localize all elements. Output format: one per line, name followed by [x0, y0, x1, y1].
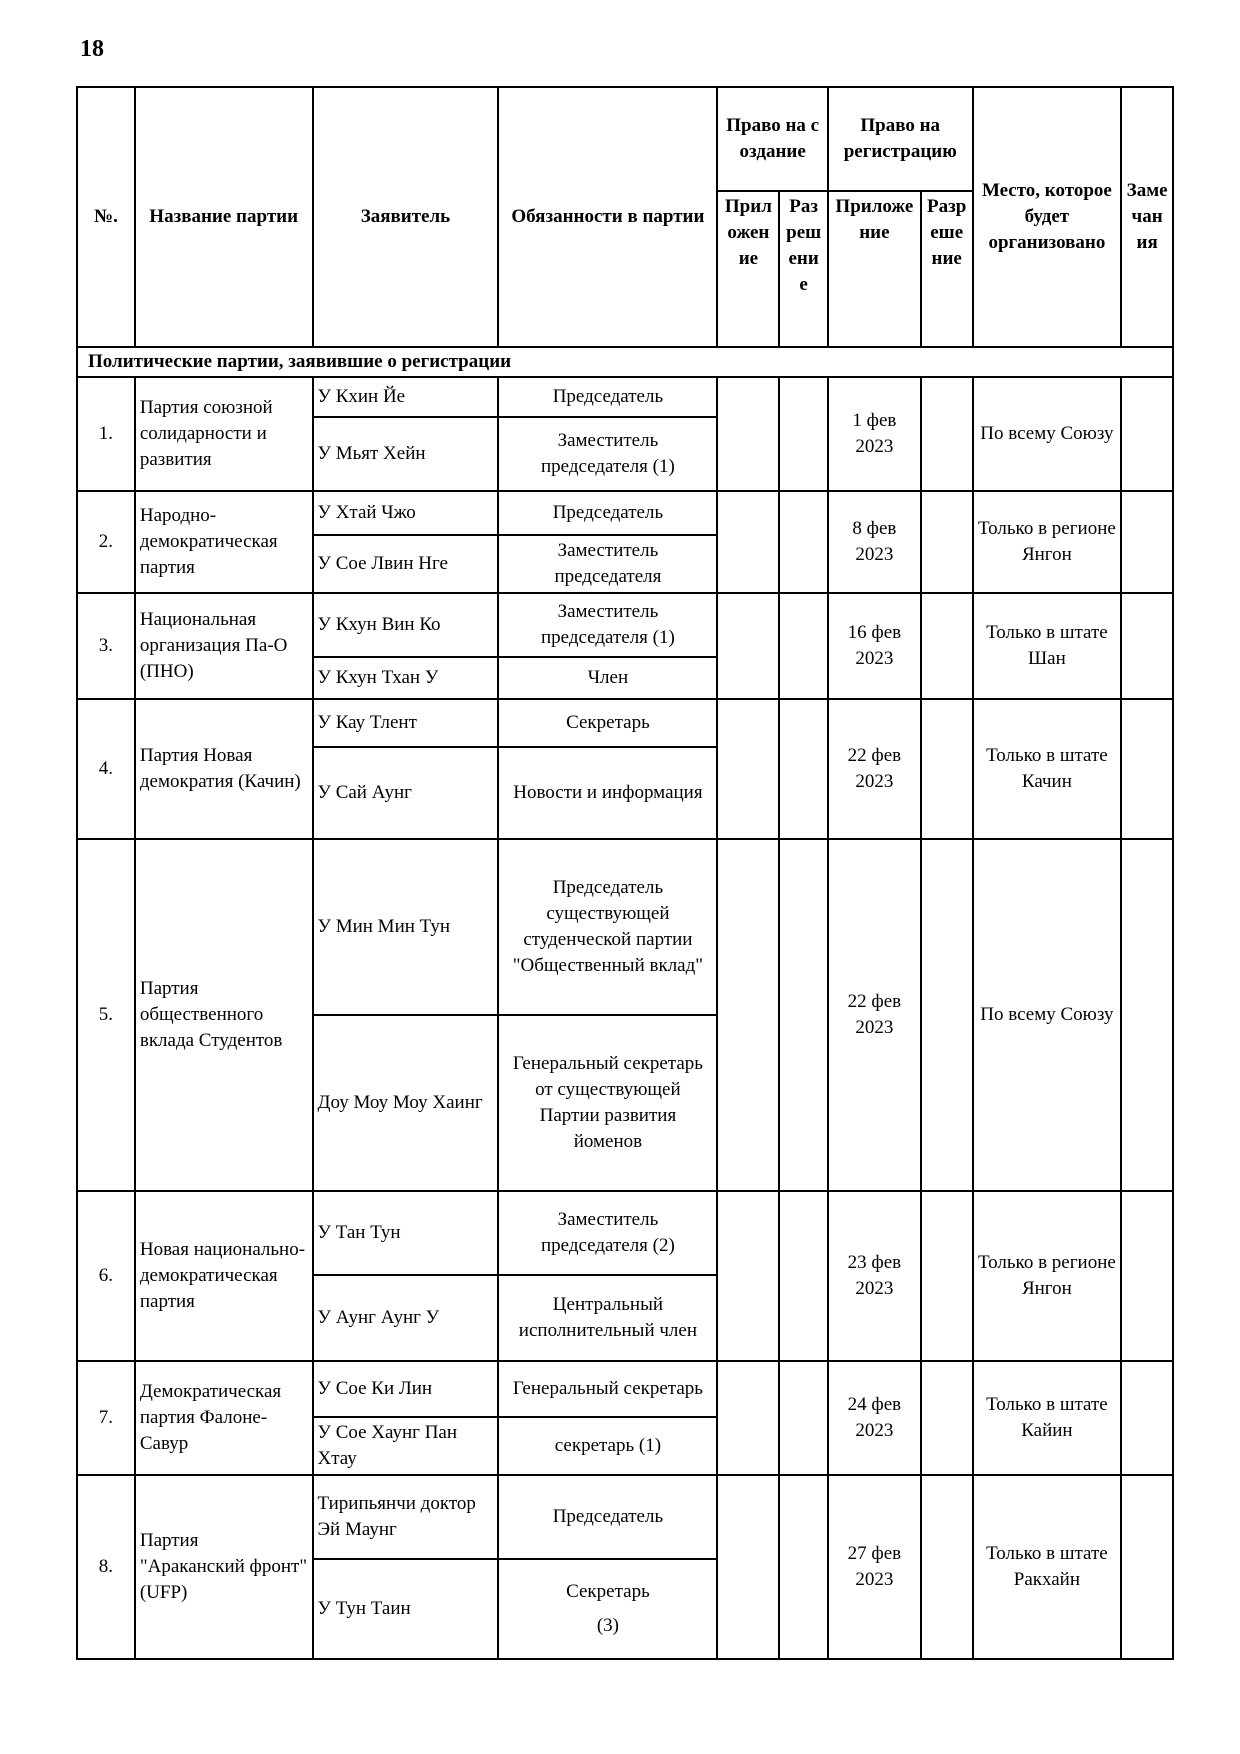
party-name: Партия союзной солидарности и развития	[135, 377, 313, 491]
applicant-duty: секретарь (1)	[498, 1417, 717, 1475]
application-date: 22 фев 2023	[828, 839, 921, 1191]
create-application-cell	[717, 1475, 779, 1659]
applicant-name: Доу Моу Моу Хаинг	[313, 1015, 499, 1191]
applicant-duty: Заместитель председателя (1)	[498, 593, 717, 657]
register-permission-cell	[921, 491, 973, 593]
applicant-duty: Секретарь	[498, 699, 717, 747]
section-title: Политические партии, заявившие о регистрации	[77, 347, 1173, 377]
applicant-duty: Секретарь	[566, 1581, 650, 1602]
applicant-name: У Кхун Вин Ко	[313, 593, 499, 657]
notes-cell	[1121, 593, 1173, 699]
party-name: Демократическая партия Фалоне-Савур	[135, 1361, 313, 1475]
party-name: Новая национально-демократическая партия	[135, 1191, 313, 1361]
header-place: Место, которое будет организовано	[973, 87, 1122, 347]
register-permission-cell	[921, 377, 973, 491]
party-number: 4.	[77, 699, 135, 839]
register-permission-cell	[921, 839, 973, 1191]
applicant-duty: Заместитель председателя (1)	[498, 417, 717, 491]
applicant-name: У Хтай Чжо	[313, 491, 499, 535]
applicant-duty: Член	[498, 657, 717, 699]
register-permission-cell	[921, 699, 973, 839]
place: По всему Союзу	[973, 839, 1122, 1191]
application-date: 16 фев 2023	[828, 593, 921, 699]
applicant-name: У Мин Мин Тун	[313, 839, 499, 1015]
applicant-name: У Сай Аунг	[313, 747, 499, 839]
applicant-name: У Сое Хаунг Пан Хтау	[313, 1417, 499, 1475]
register-permission-cell	[921, 1361, 973, 1475]
place: Только в штате Шан	[973, 593, 1122, 699]
place: Только в регионе Янгон	[973, 491, 1122, 593]
applicant-duty: Центральный исполнительный член	[498, 1275, 717, 1361]
header-party-name: Название партии	[135, 87, 313, 347]
create-permission-cell	[779, 699, 828, 839]
applicant-duty: Генеральный секретарь от существующей Партии развития йоменов	[498, 1015, 717, 1191]
place: По всему Союзу	[973, 377, 1122, 491]
header-notes: Замечания	[1121, 87, 1173, 347]
footnote-marker: (3)	[596, 1615, 619, 1636]
applicant-duty: Новости и информация	[498, 747, 717, 839]
applicant-name: У Кхун Тхан У	[313, 657, 499, 699]
application-date: 24 фев 2023	[828, 1361, 921, 1475]
create-application-cell	[717, 699, 779, 839]
header-applicant: Заявитель	[313, 87, 499, 347]
applicant-duty: Председатель	[498, 1475, 717, 1559]
applicant-duty: Председатель	[498, 377, 717, 417]
register-permission-cell	[921, 593, 973, 699]
application-date: 1 фев 2023	[828, 377, 921, 491]
header-create-permission: Разрешение	[779, 191, 828, 347]
party-name: Народно-демократическая партия	[135, 491, 313, 593]
applicant-name: У Сое Ки Лин	[313, 1361, 499, 1417]
create-permission-cell	[779, 377, 828, 491]
header-right-create: Право на создание	[717, 87, 828, 191]
applicant-name: У Аунг Аунг У	[313, 1275, 499, 1361]
applicant-duty-with-footnote	[498, 1559, 717, 1659]
register-permission-cell	[921, 1475, 973, 1659]
header-create-application: Приложение	[717, 191, 779, 347]
register-permission-cell	[921, 1191, 973, 1361]
party-number: 6.	[77, 1191, 135, 1361]
create-application-cell	[717, 839, 779, 1191]
party-registration-table	[76, 86, 1174, 1660]
applicant-name: У Тун Таин	[313, 1559, 499, 1659]
application-date: 23 фев 2023	[828, 1191, 921, 1361]
party-number: 3.	[77, 593, 135, 699]
create-application-cell	[717, 1361, 779, 1475]
create-permission-cell	[779, 839, 828, 1191]
create-application-cell	[717, 377, 779, 491]
party-name: Партия общественного вклада Студентов	[135, 839, 313, 1191]
place: Только в штате Ракхайн	[973, 1475, 1122, 1659]
application-date: 27 фев 2023	[828, 1475, 921, 1659]
application-date: 8 фев 2023	[828, 491, 921, 593]
create-permission-cell	[779, 491, 828, 593]
party-name: Партия Новая демократия (Качин)	[135, 699, 313, 839]
party-number: 1.	[77, 377, 135, 491]
applicant-duty: Генеральный секретарь	[498, 1361, 717, 1417]
place: Только в штате Качин	[973, 699, 1122, 839]
applicant-name: У Мьят Хейн	[313, 417, 499, 491]
place: Только в регионе Янгон	[973, 1191, 1122, 1361]
create-permission-cell	[779, 1475, 828, 1659]
notes-cell	[1121, 377, 1173, 491]
notes-cell	[1121, 1475, 1173, 1659]
party-number: 5.	[77, 839, 135, 1191]
create-permission-cell	[779, 1361, 828, 1475]
header-duties: Обязанности в партии	[498, 87, 717, 347]
notes-cell	[1121, 491, 1173, 593]
applicant-duty: Председатель существующей студенческой партии "Общественный вклад"	[498, 839, 717, 1015]
party-number: 2.	[77, 491, 135, 593]
notes-cell	[1121, 1191, 1173, 1361]
application-date: 22 фев 2023	[828, 699, 921, 839]
applicant-name: У Кау Тлент	[313, 699, 499, 747]
applicant-duty: Заместитель председателя	[498, 535, 717, 593]
applicant-name: У Кхин Йе	[313, 377, 499, 417]
create-application-cell	[717, 593, 779, 699]
place: Только в штате Кайин	[973, 1361, 1122, 1475]
header-register-application: Приложение	[828, 191, 921, 347]
notes-cell	[1121, 839, 1173, 1191]
applicant-duty: Председатель	[498, 491, 717, 535]
header-right-register: Право на регистрацию	[828, 87, 973, 191]
notes-cell	[1121, 699, 1173, 839]
party-number: 7.	[77, 1361, 135, 1475]
applicant-duty: Заместитель председателя (2)	[498, 1191, 717, 1275]
party-name: Национальная организация Па-О (ПНО)	[135, 593, 313, 699]
page-number: 18	[80, 36, 104, 62]
applicant-name: Тирипьянчи доктор Эй Маунг	[313, 1475, 499, 1559]
create-permission-cell	[779, 593, 828, 699]
party-name: Партия "Араканский фронт" (UFP)	[135, 1475, 313, 1659]
applicant-name: У Тан Тун	[313, 1191, 499, 1275]
header-no: №.	[77, 87, 135, 347]
party-number: 8.	[77, 1475, 135, 1659]
header-register-permission: Разрешение	[921, 191, 973, 347]
applicant-name: У Сое Лвин Нге	[313, 535, 499, 593]
notes-cell	[1121, 1361, 1173, 1475]
create-permission-cell	[779, 1191, 828, 1361]
create-application-cell	[717, 491, 779, 593]
create-application-cell	[717, 1191, 779, 1361]
